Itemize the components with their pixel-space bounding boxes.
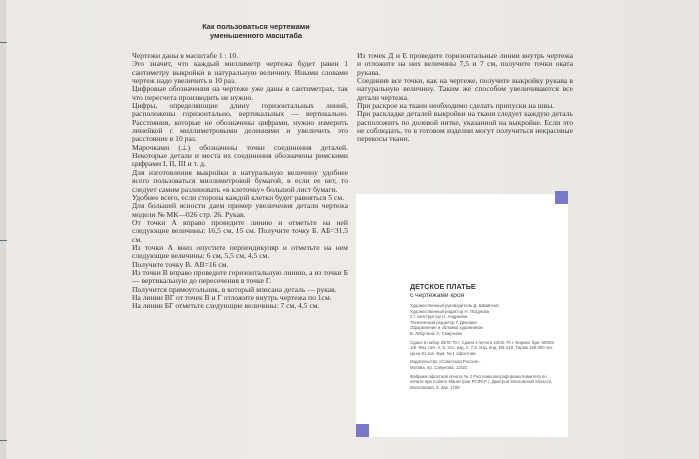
- factory-details: Фабрика офсетной печати № 2 Росглавполиграфпрома Комитета по печати при Совете Министров РСФСР. г. Дмитров Московской области, Московская, 3. Зак. 1709: [410, 373, 553, 390]
- paragraph: Цифровые обозначения на чертеже уже даны в сантиметрах, так что пересчета производить не нужно.: [132, 84, 348, 102]
- credit-line: В. Лабутина, А. Смирнова: [410, 330, 462, 336]
- binding-mark: [0, 42, 7, 43]
- imprint-credits: [410, 303, 558, 390]
- paragraph: Получите точку В. АВ=16 см.: [132, 259, 229, 269]
- paragraph: Это значит, что каждый миллиметр чертежа будет равен 1 сантиметру выкройки в натуральную величину. Иными словами чертеж надо увеличить в 10 раз.: [132, 59, 348, 86]
- binding-mark: [0, 440, 7, 441]
- paragraph: Цифры, определяющие длину горизонтальных линий, расположены горизонтально, вертикальных — вертикально. Расстояния, которые не обозначены цифрами, нужно измерить линейкой с миллиметровыми делениями и увеличить это расстояние в 10 раз.: [132, 101, 348, 144]
- right-text-column: [357, 52, 573, 144]
- paragraph: Чертежи даны в масштабе 1 : 10.: [132, 51, 239, 60]
- paragraph: Из точки А вниз опустите перпендикуляр и отметьте на нем следующие величины: 6 см, 5,5 см, 4,5 см.: [132, 242, 348, 261]
- credit-line: Технический редактор Г. Дехиани: [410, 319, 477, 325]
- paragraph: Получится прямоугольник, в который вписана деталь — рукав.: [132, 284, 337, 294]
- page-heading: [176, 22, 336, 40]
- corner-square-decoration: [356, 424, 369, 437]
- print-details: Сдано в набор 29/IX-70 г. Сдано к печати 24/XII-70 г. Формат бум. 60X84 1/8. Физ. печ. л. 5. Усл. изд. л. 7,8. Изд. инд. ИЗ-419. Тираж 150 000 экз. Цена 81 коп. Бум. № 1 офсетная.: [410, 339, 554, 356]
- paragraph: Из точек Д и Е проведите горизонтальные линии внутрь чертежа и отложите на них величины 7,5 и 7 см, получите точки оката рукава.: [357, 51, 573, 77]
- publisher-line: Москва, пр. Сапунова, 13/15.: [410, 364, 468, 370]
- paragraph: На линии БГ отметьте следующие величины: 7 см, 4,5 см.: [132, 301, 320, 311]
- credit-line: Оформление и обложка художников: [410, 325, 483, 331]
- binding-mark: [0, 240, 7, 241]
- paragraph: Марочками (⊥) обозначены точки соединения деталей. Некоторые детали и места их соединения обозначены римскими цифрами I, II, III и т. д.: [132, 142, 348, 169]
- left-text-column: [132, 52, 348, 311]
- book-subtitle: с чертежами кроя: [410, 292, 465, 299]
- credit-line: Художественный редактор Н. Позднова: [410, 308, 490, 314]
- book-title: ДЕТСКОЕ ПЛАТЬЕ: [410, 282, 476, 291]
- credit-line: Художественный руководитель Д. Шмавтнис: [410, 303, 500, 308]
- binding-spine: [0, 0, 6, 459]
- paragraph: При раскрое на ткани необходимо сделать припуски на швы.: [357, 101, 555, 111]
- paragraph: Соединив все точки, как на чертеже, получите выкройку рукава в натуральную величину. Таким же способом увеличиваются все детали чертежа.: [357, 76, 573, 102]
- publisher-line: Издательство «Советская Россия»,: [410, 359, 481, 365]
- corner-square-decoration: [555, 191, 568, 204]
- heading-line: Как пользоваться чертежами: [202, 22, 310, 31]
- paragraph: От точки А вправо проведите линию и отметьте на ней следующие величины: 16,5 см, 15 см. Получите точку Б. АБ=31,5 см.: [132, 217, 348, 244]
- credit-line: Ст. конструктор Н. Андреева: [410, 314, 468, 320]
- paragraph: Удобнее всего, если сторона каждой клетки будет равняться 5 см.: [132, 192, 345, 202]
- paragraph: Для изготовления выкройки в натуральную величину удобнее всего пользоваться миллиметровой бумагой, в если ее нет, то следует самим разлиновать «в клеточку» большой лист бумаги.: [132, 167, 348, 194]
- paragraph: На линии ВГ от точек В и Г отложите внутрь чертежа по 1см.: [132, 292, 332, 302]
- paragraph: Для большей ясности даем пример увеличения детали чертежа модели № МК—026 стр. 26. Рукав.: [132, 201, 348, 219]
- paragraph: При раскладке деталей выкройки на ткани следует каждую деталь расположить по долевой нитке, указанной на выкройке. Если это не соблюдать, то в готовом изделии могут получиться некрасивые перекосы ткани.: [357, 109, 573, 144]
- heading-line: уменьшенного масштаба: [209, 31, 302, 40]
- paragraph: Из точки В вправо проведите горизонтальную линию, а из точки Б — вертикальную до пересечения в точке Г.: [132, 267, 348, 286]
